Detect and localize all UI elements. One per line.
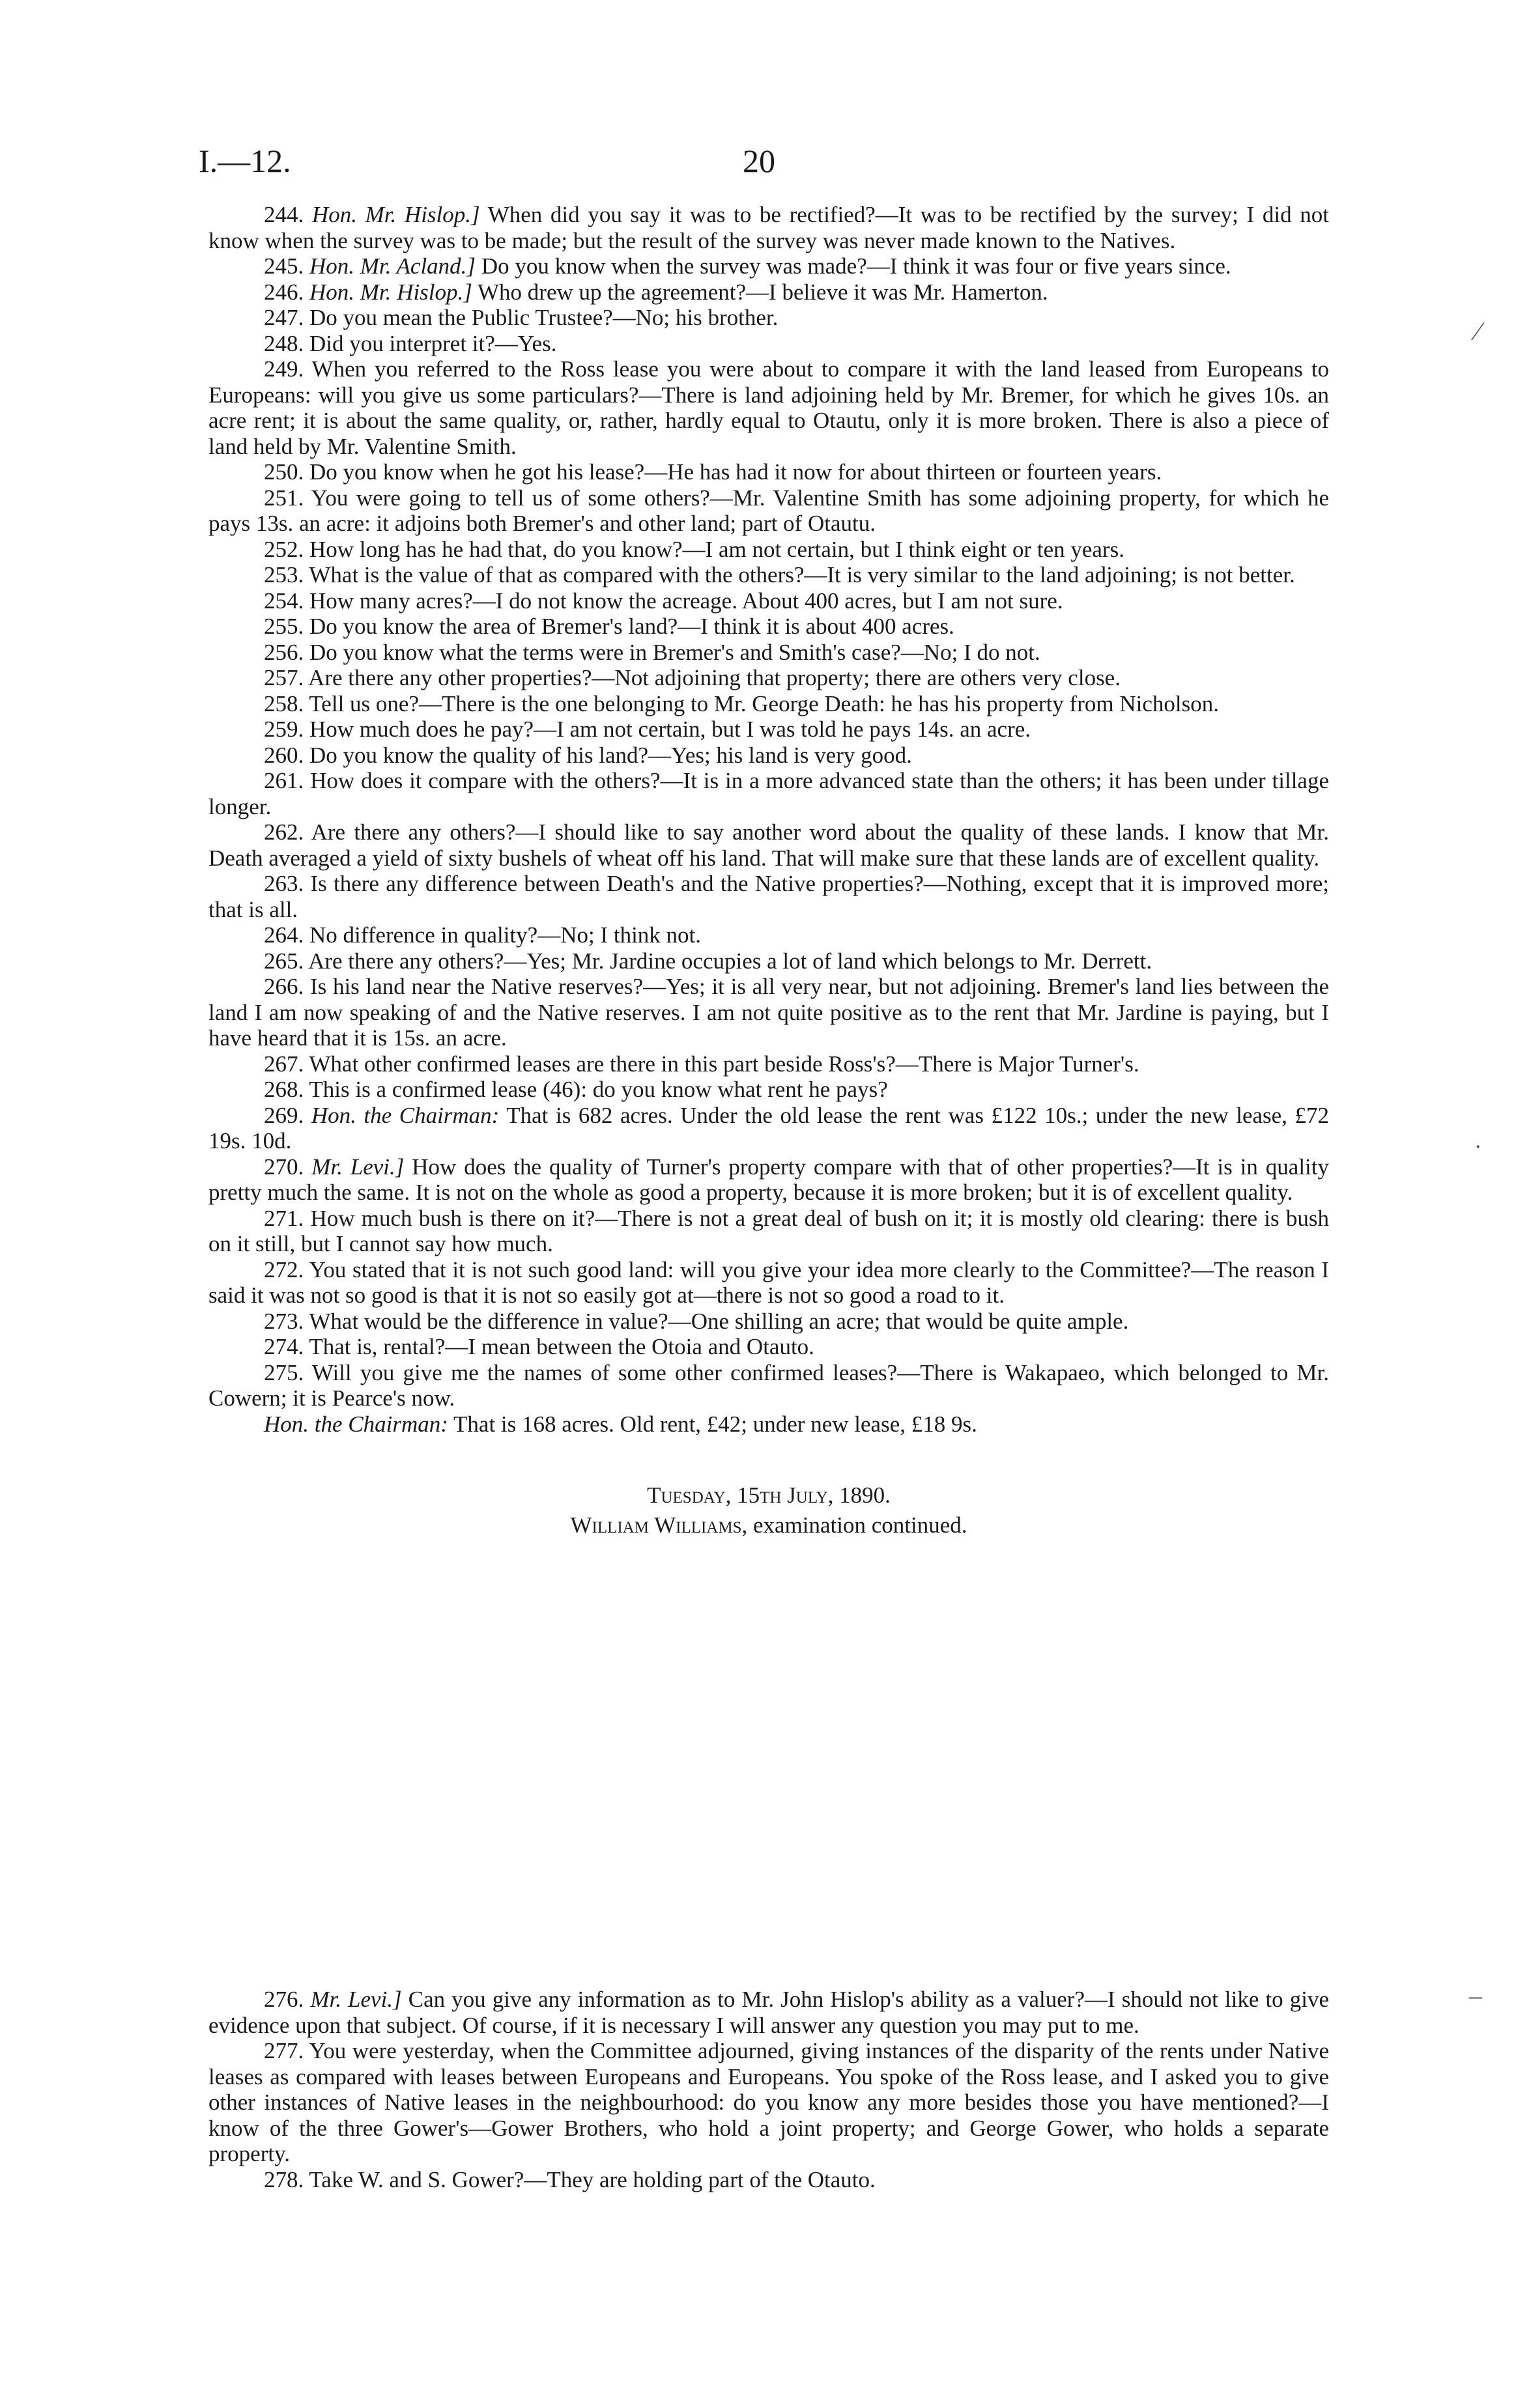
question-text: How does the quality of Turner's property compare with that of other properties?—It is in quality pretty much the same. It is not on the whole as good a property, because it is more broken; but it is of excellent quality. xyxy=(208,1154,1329,1205)
question-number: 274. xyxy=(264,1334,304,1359)
question-paragraph xyxy=(208,1206,1329,1257)
question-number: 253. xyxy=(264,562,304,588)
question-number: 252. xyxy=(264,536,304,562)
note-text: That is 168 acres. Old rent, £42; under new lease, £18 9s. xyxy=(448,1411,977,1437)
question-paragraph xyxy=(208,640,1329,666)
chairman-note xyxy=(208,1411,1329,1438)
question-paragraph xyxy=(208,253,1329,279)
question-number: 259. xyxy=(264,716,304,742)
question-text: How much does he pay?—I am not certain, but I was told he pays 14s. an acre. xyxy=(309,716,1031,742)
page-number: 20 xyxy=(743,143,775,179)
question-text: That is 682 acres. Under the old lease the rent was £122 10s.; under the new lease, £72 19s. 10d. xyxy=(208,1102,1329,1154)
question-text: What is the value of that as compared with the others?—It is very similar to the land adjoining; is not better. xyxy=(309,562,1295,588)
question-paragraph xyxy=(208,1257,1329,1309)
question-number: 269. xyxy=(264,1102,304,1128)
question-paragraph xyxy=(208,1987,1329,2038)
question-text: How much bush is there on it?—There is not a great deal of bush on it; it is mostly old clearing: there is bush on it still, but I cannot say how much. xyxy=(208,1205,1329,1256)
question-paragraph xyxy=(208,743,1329,769)
question-text: Can you give any information as to Mr. John Hislop's ability as a valuer?—I should not like to give evidence upon that subject. Of course, if it is necessary I will answer any question you may put to me. xyxy=(208,1987,1330,2038)
question-text: Is there any difference between Death's and the Native properties?—Nothing, except that it is improved more; that is all. xyxy=(208,871,1330,922)
question-text: When did you say it was to be rectified?—It was to be rectified by the survey; I did not know when the survey was to be made; but the result of the survey was never made known to the Natives. xyxy=(208,202,1329,253)
question-number: 268. xyxy=(264,1077,304,1102)
margin-mark: – xyxy=(1469,1981,1482,2010)
margin-mark: ˙ xyxy=(1474,1139,1483,1169)
question-text: Are there any others?—Yes; Mr. Jardine occupies a lot of land which belongs to Mr. Derrett. xyxy=(308,948,1152,974)
speaker: Hon. Mr. Hislop.] xyxy=(311,202,480,227)
question-paragraph xyxy=(208,691,1329,717)
question-list xyxy=(208,202,1329,1411)
question-paragraph xyxy=(208,485,1329,537)
question-paragraph xyxy=(208,2167,1329,2193)
question-number: 265. xyxy=(264,948,304,974)
witness-suffix: , examination continued. xyxy=(741,1512,967,1538)
speaker: Hon. Mr. Acland.] xyxy=(309,253,476,279)
question-number: 258. xyxy=(264,690,304,716)
question-number: 250. xyxy=(264,459,304,485)
question-number: 262. xyxy=(264,819,304,845)
question-number: 276. xyxy=(264,1987,304,2012)
question-text: Do you know when he got his lease?—He has had it now for about thirteen or fourteen years. xyxy=(309,459,1162,485)
question-number: 264. xyxy=(264,922,304,948)
question-text: Do you mean the Public Trustee?—No; his brother. xyxy=(309,305,779,330)
margin-mark: ⁄ xyxy=(1476,317,1480,346)
speaker: Mr. Levi.] xyxy=(311,1154,405,1180)
question-paragraph xyxy=(208,1334,1329,1360)
question-text: Who drew up the agreement?—I believe it was Mr. Hamerton. xyxy=(472,279,1048,305)
question-number: 248. xyxy=(264,330,304,356)
question-number: 260. xyxy=(264,742,304,768)
question-text: Do you know what the terms were in Bremer's and Smith's case?—No; I do not. xyxy=(309,639,1040,665)
question-text: How many acres?—I do not know the acreage. About 400 acres, but I am not sure. xyxy=(309,588,1063,614)
question-number: 254. xyxy=(264,588,304,614)
question-number: 246. xyxy=(264,279,304,305)
question-number: 277. xyxy=(264,2038,304,2063)
speaker: Hon. Mr. Hislop.] xyxy=(309,279,472,305)
question-text: How long has he had that, do you know?—I am not certain, but I think eight or ten years. xyxy=(309,536,1124,562)
question-text: Is his land near the Native reserves?—Yes; it is all very near, but not adjoining. Bremer's land lies between the land I am now speaking of and the Native reserves. I am not quite positive as to the rent that Mr. Jardine is paying, but I have heard that it is 15s. an acre. xyxy=(208,974,1330,1051)
question-paragraph xyxy=(208,588,1329,614)
question-paragraph xyxy=(208,871,1329,922)
question-text: Tell us one?—There is the one belonging to Mr. George Death: he has his property from Nicholson. xyxy=(309,690,1219,716)
question-paragraph xyxy=(208,356,1329,459)
question-text: Do you know when the survey was made?—I think it was four or five years since. xyxy=(476,253,1231,279)
question-number: 261. xyxy=(264,768,304,793)
question-paragraph xyxy=(208,819,1329,871)
question-paragraph xyxy=(208,202,1329,253)
question-number: 257. xyxy=(264,665,304,690)
evidence-part-1 xyxy=(208,202,1329,1542)
question-number: 263. xyxy=(264,871,304,896)
question-number: 267. xyxy=(264,1051,304,1077)
question-number: 251. xyxy=(264,485,304,511)
question-number: 244. xyxy=(264,202,304,227)
question-text: This is a confirmed lease (46): do you know what rent he pays? xyxy=(309,1077,888,1102)
question-number: 266. xyxy=(264,974,304,999)
witness-name: William Williams xyxy=(570,1512,742,1538)
question-text: Are there any others?—I should like to say another word about the quality of these lands. I know that Mr. Death averaged a yield of sixty bushels of wheat off his land. That will make sure that these lands are of excellent quality. xyxy=(208,819,1329,871)
question-number: 249. xyxy=(264,356,304,382)
question-paragraph xyxy=(208,305,1329,331)
question-number: 255. xyxy=(264,614,304,639)
question-number: 245. xyxy=(264,253,304,279)
speaker: Hon. the Chairman: xyxy=(311,1102,500,1128)
question-text: Do you know the area of Bremer's land?—I think it is about 400 acres. xyxy=(309,614,954,639)
question-text: Are there any other properties?—Not adjoining that property; there are others very close. xyxy=(308,665,1121,690)
question-text: What would be the difference in value?—One shilling an acre; that would be quite ample. xyxy=(309,1308,1129,1334)
speaker: Hon. the Chairman: xyxy=(264,1411,448,1437)
question-paragraph xyxy=(208,1077,1329,1103)
question-paragraph xyxy=(208,1360,1329,1411)
question-number: 256. xyxy=(264,639,304,665)
question-number: 278. xyxy=(264,2166,304,2192)
question-number: 247. xyxy=(264,305,304,330)
question-paragraph xyxy=(208,562,1329,588)
question-paragraph xyxy=(208,665,1329,691)
question-paragraph xyxy=(208,974,1329,1051)
question-text: You were yesterday, when the Committee adjourned, giving instances of the disparity of the rents under Native leases as compared with leases between Europeans and Europeans. You spoke of the Ross lease, and I asked you to give other instances of Native leases in the neighbourhood: do you know any more besides those you have mentioned?—I know of the three Gower's—Gower Brothers, who hold a joint property; and George Gower, who holds a separate property. xyxy=(208,2038,1330,2166)
question-number: 272. xyxy=(264,1256,304,1282)
question-paragraph xyxy=(208,948,1329,974)
question-paragraph xyxy=(208,1103,1329,1154)
question-text: Take W. and S. Gower?—They are holding part of the Otauto. xyxy=(309,2166,876,2192)
question-text: How does it compare with the others?—It is in a more advanced state than the others; it has been under tillage longer. xyxy=(208,768,1329,819)
question-paragraph xyxy=(208,614,1329,640)
question-paragraph xyxy=(208,279,1329,305)
question-number: 273. xyxy=(264,1308,304,1334)
question-number: 275. xyxy=(264,1359,304,1385)
question-paragraph xyxy=(208,1154,1329,1206)
question-paragraph xyxy=(208,1309,1329,1335)
question-text: When you referred to the Ross lease you were about to compare it with the land leased from Europeans to Europeans: will you give us some particulars?—There is land adjoining held by Mr. Bremer, for which he gives 10s. an acre rent; it is about the same quality, or, rather, hardly equal to Otautu, only it is more broken. There is also a piece of land held by Mr. Valentine Smith. xyxy=(208,356,1329,459)
question-number: 270. xyxy=(264,1154,304,1180)
question-text: You were going to tell us of some others?—Mr. Valentine Smith has some adjoining property, for which he pays 13s. an acre: it adjoins both Bremer's and other land; part of Otautu. xyxy=(208,485,1330,536)
question-text: Will you give me the names of some other confirmed leases?—There is Wakapaeo, which belonged to Mr. Cowern; it is Pearce's now. xyxy=(208,1359,1329,1411)
question-paragraph xyxy=(208,922,1329,948)
report-code: I.—12. xyxy=(199,143,291,179)
question-text: Did you interpret it?—Yes. xyxy=(309,330,557,356)
question-text: No difference in quality?—No; I think not. xyxy=(309,922,702,948)
question-text: Do you know the quality of his land?—Yes; his land is very good. xyxy=(309,742,912,768)
speaker: Mr. Levi.] xyxy=(310,1987,402,2012)
question-paragraph xyxy=(208,537,1329,563)
question-number: 271. xyxy=(264,1205,304,1231)
question-paragraph xyxy=(208,1051,1329,1077)
section-date: Tuesday, 15th July, 1890. xyxy=(647,1482,891,1508)
question-paragraph xyxy=(208,716,1329,743)
question-paragraph xyxy=(208,331,1329,357)
question-paragraph xyxy=(208,2038,1329,2167)
witness-line xyxy=(208,1512,1329,1538)
question-text: That is, rental?—I mean between the Otoia and Otauto. xyxy=(309,1334,814,1359)
question-text: What other confirmed leases are there in this part beside Ross's?—There is Major Turner's. xyxy=(309,1051,1139,1077)
question-paragraph xyxy=(208,459,1329,485)
question-list-2 xyxy=(208,1987,1329,2192)
question-text: You stated that it is not such good land: will you give your idea more clearly to the Committee?—The reason I said it was not so good is that it is not so easily got at—there is not so good a road to it. xyxy=(208,1256,1330,1308)
question-paragraph xyxy=(208,768,1329,819)
